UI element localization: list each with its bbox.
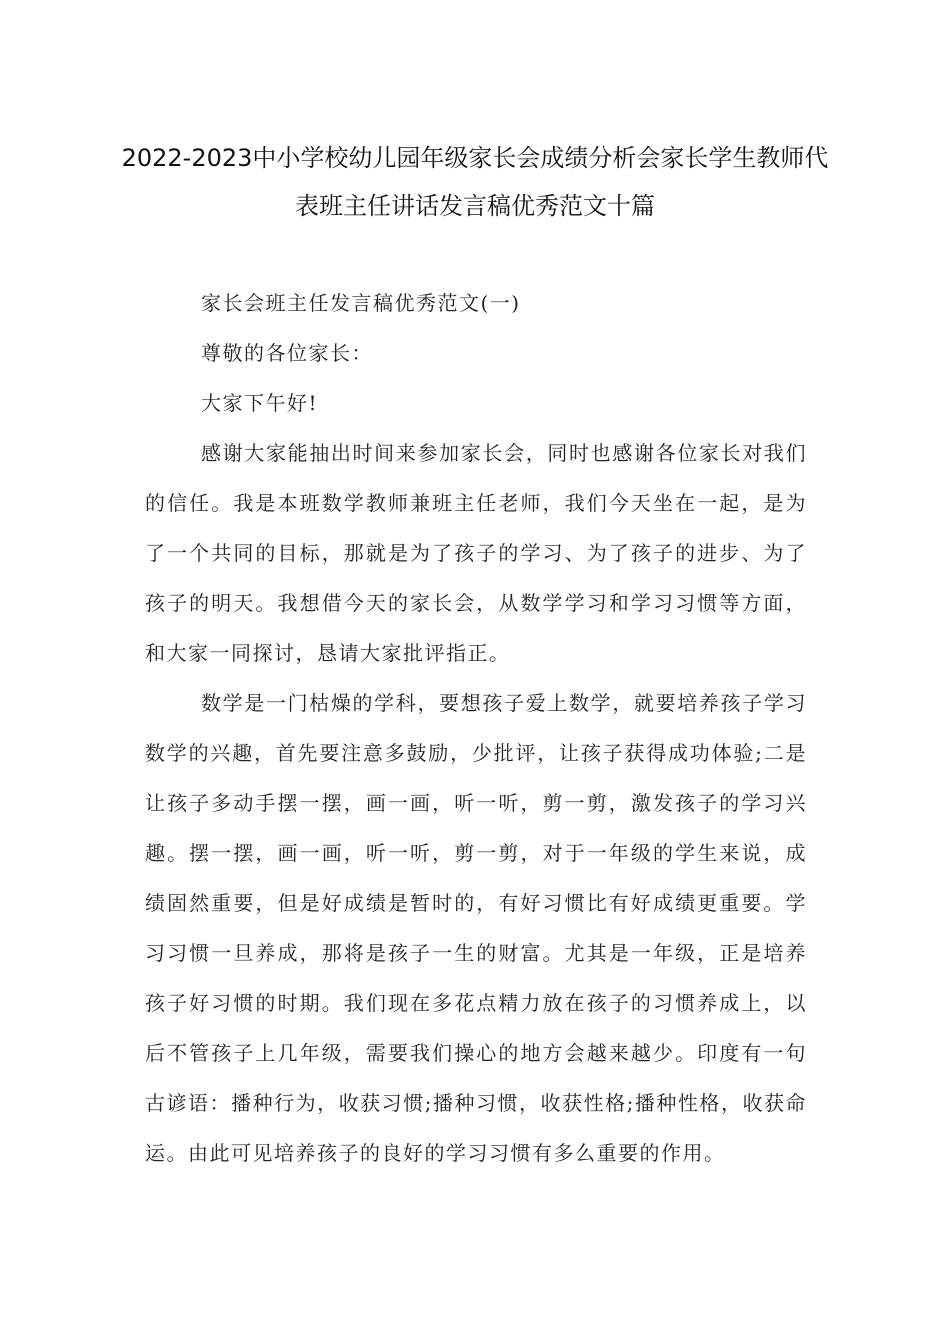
salutation: 尊敬的各位家长： [201,341,373,365]
body-paragraph: 数学是一门枯燥的学科，要想孩子爱上数学，就要培养孩子学习数学的兴趣，首先要注意多鼓励，少批评，让孩子获得成功体验;二是让孩子多动手摆一摆，画一画，听一听，剪一剪，激发孩子的学习兴趣。摆一摆，画一画，听一听，剪一剪，对于一年级的学生来说，成绩固然重要，但是好成绩是暂时的，有好习惯比有好成绩更重要。学习习惯一旦养成，那将是孩子一生的财富。尤其是一年级，正是培养孩子好习惯的时期。我们现在多花点精力放在孩子的习惯养成上，以后不管孩子上几年级，需要我们操心的地方会越来越少。印度有一句古谚语：播种行为，收获习惯;播种习惯，收获性格;播种性格，收获命运。由此可见培养孩子的良好的学习习惯有多么重要的作用。 [145,691,807,1165]
body-paragraph: 感谢大家能抽出时间来参加家长会，同时也感谢各位家长对我们的信任。我是本班数学教师兼班主任老师，我们今天坐在一起，是为了一个共同的目标，那就是为了孩子的学习、为了孩子的进步、为了孩子的明天。我想借今天的家长会，从数学学习和学习习惯等方面，和大家一同探讨，恳请大家批评指正。 [145,441,807,665]
document-title [120,134,830,230]
section-heading: 家长会班主任发言稿优秀范文(一) [201,291,521,315]
greeting: 大家下午好! [201,391,319,415]
title-line-2: 表班主任讲话发言稿优秀范文十篇 [295,192,655,220]
document-body [145,278,807,1178]
title-line-1: 2022-2023中小学校幼儿园年级家长会成绩分析会家长学生教师代 [121,144,829,172]
